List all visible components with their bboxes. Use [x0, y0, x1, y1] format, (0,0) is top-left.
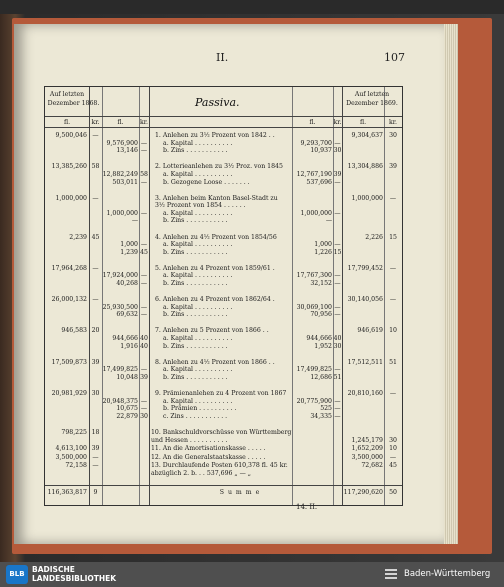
curr-sub-amount: 30,069,100 — [296, 303, 332, 311]
entry-line: 11. An die Amortisationskasse . . . . . — [151, 445, 266, 453]
prev-sub-kreuzer: — — [140, 178, 148, 186]
entry-line: a. Kapital . . . . . . . . . . — [163, 139, 233, 147]
unit-kr: kr. — [389, 119, 397, 126]
left-head-line2: Dezember 1868. — [47, 100, 100, 107]
unit-kr: kr. — [140, 119, 148, 126]
unit-kr: kr. — [91, 119, 100, 126]
curr-sub-kreuzer: — — [334, 139, 341, 147]
entry-line: abzüglich 2. b. . . 537,696 „ — „ — [151, 469, 251, 477]
prev-sub-amount: 9,576,900 — [106, 139, 138, 147]
prev-sub-amount: 25,930,500 — [102, 303, 138, 311]
table-title: Passiva. — [195, 96, 240, 109]
unit-fl: fl. — [117, 119, 124, 126]
right-head-line2: Dezember 1869. — [346, 100, 398, 107]
entry-line: 3. Anlehen beim Kanton Basel-Stadt zu — [155, 194, 278, 202]
prev-sub-amount: 944,666 — [112, 335, 138, 342]
entry-line: 10. Bankschuldvorschüsse von Württemberg — [151, 428, 292, 436]
curr-sub-amount: 525 — [320, 405, 332, 413]
prev-sub-kreuzer: — — [140, 241, 148, 249]
curr-sub-kreuzer: — — [334, 412, 341, 420]
prev-sub-amount: 1,000,000 — [106, 209, 138, 217]
entry-line: c. Zins . . . . . . . . . . . — [163, 412, 228, 420]
prev-sub-amount: 1,239 — [120, 248, 138, 256]
curr-year-amount: 30,140,056 — [347, 296, 383, 304]
curr-year-kreuzer: 45 — [389, 461, 397, 469]
curr-year-amount: 1,245,179 — [351, 437, 383, 445]
curr-year-amount: 20,810,160 — [347, 390, 383, 397]
prev-sub-kreuzer: — — [140, 397, 148, 405]
section-numeral: II. — [216, 51, 229, 64]
curr-sub-kreuzer: 30 — [333, 342, 342, 350]
curr-sub-kreuzer: — — [334, 241, 341, 249]
entry-line: 13. Durchlaufende Posten 610,378 fl. 45 kr. — [151, 461, 288, 469]
curr-year-kreuzer: — — [389, 194, 397, 202]
prev-year-amount: 20,981,929 — [51, 390, 87, 397]
curr-sub-amount: 1,000 — [314, 241, 332, 249]
total-left-fl: 116,363,817 — [47, 489, 87, 496]
entry-line: a. Kapital . . . . . . . . . . — [163, 397, 233, 405]
curr-sub-amount: 17,767,300 — [296, 272, 332, 280]
entry-line: 8. Anlehen zu 4½ Prozent von 1866 . . — [155, 358, 275, 366]
prev-sub-amount: — — [131, 217, 138, 225]
entry-line: b. Zins . . . . . . . . . . . — [163, 248, 228, 256]
prev-year-amount: 13,385,260 — [51, 163, 87, 171]
header-rule — [45, 116, 402, 117]
curr-sub-amount: 1,000,000 — [300, 209, 332, 217]
curr-year-amount: 17,512,511 — [347, 358, 383, 366]
entry-line: b. Zins . . . . . . . . . . . — [163, 147, 228, 155]
curr-year-amount: 1,000,000 — [351, 194, 383, 202]
prev-year-amount: 4,613,100 — [55, 445, 87, 453]
page-number: 107 — [384, 51, 405, 64]
prev-year-kreuzer: — — [92, 194, 99, 202]
entry-line: 4. Anlehen zu 4½ Prozent von 1854/56 — [155, 233, 277, 241]
curr-sub-amount: 944,666 — [306, 335, 332, 342]
prev-year-amount: 17,509,873 — [51, 358, 87, 366]
curr-year-amount: 3,500,000 — [351, 453, 383, 461]
prev-sub-amount: 40,268 — [116, 280, 138, 287]
prev-sub-kreuzer: 58 — [140, 170, 148, 178]
prev-sub-kreuzer: — — [140, 209, 148, 217]
entry-line: b. Gezogene Loose . . . . . . . — [163, 178, 250, 186]
prev-sub-amount: 12,882,249 — [102, 170, 138, 178]
prev-year-amount: 17,964,268 — [51, 264, 87, 272]
unit-fl: fl. — [309, 119, 316, 126]
prev-sub-amount: 1,916 — [120, 342, 138, 350]
prev-year-kreuzer: 30 — [91, 390, 100, 397]
curr-year-amount: 2,226 — [365, 233, 383, 241]
passiva-table — [44, 86, 403, 506]
curr-year-kreuzer: — — [389, 264, 397, 272]
prev-year-kreuzer: 18 — [91, 428, 100, 436]
prev-year-kreuzer: — — [92, 461, 99, 469]
signature-mark: 14. II. — [296, 503, 318, 511]
curr-sub-amount: 20,775,900 — [296, 397, 332, 405]
prev-sub-kreuzer: — — [140, 280, 148, 287]
prev-sub-kreuzer: — — [140, 311, 148, 319]
curr-sub-kreuzer: 39 — [333, 170, 342, 178]
curr-year-kreuzer: — — [389, 390, 397, 397]
prev-year-kreuzer: 58 — [91, 163, 100, 171]
entry-line: a. Kapital . . . . . . . . . . — [163, 335, 233, 342]
total-right-kr: 50 — [389, 489, 397, 496]
state-lions-icon — [384, 567, 398, 582]
unit-kr: kr. — [333, 119, 342, 126]
curr-sub-kreuzer: — — [334, 209, 341, 217]
unit-fl: fl. — [63, 119, 71, 126]
entry-line: b. Zins . . . . . . . . . . . — [163, 280, 228, 287]
entry-line: 1. Anlehen zu 3½ Prozent von 1842 . . — [155, 132, 275, 139]
prev-sub-amount: 17,499,825 — [102, 366, 138, 374]
total-rule — [45, 485, 402, 486]
curr-year-kreuzer: 10 — [389, 445, 397, 453]
entry-line: 2. Lotterieanlehen zu 3½ Proz. von 1845 — [155, 163, 283, 171]
footer-bar — [0, 562, 504, 587]
curr-year-kreuzer: 10 — [389, 327, 397, 335]
curr-year-kreuzer: 30 — [389, 132, 397, 139]
prev-sub-amount: 13,146 — [116, 147, 138, 155]
curr-sub-kreuzer: — — [334, 178, 341, 186]
prev-year-kreuzer: — — [92, 296, 99, 304]
entry-line: a. Kapital . . . . . . . . . . — [163, 366, 233, 374]
curr-year-amount: 946,619 — [357, 327, 383, 335]
prev-year-amount: 798,225 — [61, 428, 87, 436]
entry-line: b. Zins . . . . . . . . . . . — [163, 373, 228, 381]
prev-year-amount: 1,000,000 — [55, 194, 87, 202]
library-name-line2: LANDESBIBLIOTHEK — [32, 574, 117, 583]
prev-sub-kreuzer: — — [140, 139, 148, 147]
library-name-line1: BADISCHE — [32, 565, 75, 574]
entry-line: b. Zins . . . . . . . . . . . — [163, 311, 228, 319]
blb-logo[interactable]: BLB — [6, 565, 28, 584]
curr-sub-kreuzer: 40 — [333, 335, 342, 342]
curr-sub-kreuzer: — — [334, 280, 341, 287]
curr-sub-kreuzer: — — [334, 397, 341, 405]
prev-sub-amount: 10,675 — [116, 405, 138, 413]
curr-year-kreuzer: 51 — [389, 358, 397, 366]
prev-sub-kreuzer: 39 — [140, 373, 148, 381]
prev-year-amount: 72,158 — [65, 461, 87, 469]
library-name[interactable] — [32, 565, 116, 583]
prev-sub-amount: 503,011 — [112, 178, 138, 186]
prev-year-amount: 3,500,000 — [55, 453, 87, 461]
prev-year-kreuzer: 45 — [91, 233, 100, 241]
curr-sub-amount: 537,696 — [306, 178, 332, 186]
prev-year-kreuzer: — — [92, 132, 99, 139]
prev-sub-amount: 1,000 — [120, 241, 138, 249]
entry-line: 7. Anlehen zu 5 Prozent von 1866 . . — [155, 327, 269, 335]
state-name[interactable]: Baden-Württemberg — [404, 569, 491, 579]
curr-year-kreuzer: 39 — [389, 163, 397, 171]
curr-sub-amount: 12,767,190 — [296, 170, 332, 178]
prev-year-kreuzer: 39 — [91, 358, 100, 366]
prev-sub-kreuzer: 40 — [140, 335, 148, 342]
entry-line: b. Zins . . . . . . . . . . . — [163, 342, 228, 350]
curr-year-kreuzer: — — [389, 453, 397, 461]
entry-line: 9. Prämienanlehen zu 4 Prozent von 1867 — [155, 390, 287, 397]
prev-year-amount: 26,000,132 — [51, 296, 87, 304]
curr-sub-kreuzer: 51 — [333, 373, 342, 381]
prev-sub-amount: 17,924,000 — [102, 272, 138, 280]
curr-sub-amount: 34,335 — [310, 412, 332, 420]
entry-line: b. Zins . . . . . . . . . . . — [163, 217, 228, 225]
prev-sub-amount: 10,048 — [116, 373, 138, 381]
prev-sub-amount: 69,632 — [116, 311, 138, 319]
entry-line: a. Kapital . . . . . . . . . . — [163, 241, 233, 249]
curr-sub-kreuzer: — — [334, 311, 341, 319]
curr-sub-amount: 12,686 — [310, 373, 332, 381]
curr-year-amount: 72,682 — [361, 461, 383, 469]
prev-year-amount: 2,239 — [69, 233, 87, 241]
unit-rule — [45, 127, 402, 128]
unit-fl: fl. — [359, 119, 367, 126]
curr-year-kreuzer: 15 — [389, 233, 397, 241]
entry-line: b. Prämien . . . . . . . . . . — [163, 405, 237, 413]
prev-sub-amount: 22,879 — [116, 412, 138, 420]
prev-sub-kreuzer: — — [140, 272, 148, 280]
entry-line: 3½ Prozent von 1854 . . . . . . — [155, 202, 246, 210]
curr-sub-amount: 1,226 — [314, 248, 332, 256]
entry-line: und Hessen . . . . . . . . . . — [151, 437, 228, 445]
prev-year-amount: 9,500,046 — [55, 132, 87, 139]
curr-sub-kreuzer: — — [334, 405, 341, 413]
page-edge — [444, 24, 458, 544]
col-divider — [149, 87, 150, 505]
prev-year-amount: 946,583 — [61, 327, 87, 335]
prev-sub-amount: 20,948,375 — [102, 397, 138, 405]
prev-year-kreuzer: 20 — [91, 327, 100, 335]
curr-year-kreuzer: 30 — [389, 437, 397, 445]
curr-sub-kreuzer: 30 — [333, 147, 342, 155]
entry-line: a. Kapital . . . . . . . . . . — [163, 209, 233, 217]
curr-sub-amount: 1,952 — [314, 342, 332, 350]
curr-year-kreuzer: — — [389, 296, 397, 304]
prev-year-kreuzer: — — [92, 453, 99, 461]
curr-sub-amount: 17,499,825 — [296, 366, 332, 374]
prev-sub-kreuzer: 30 — [140, 412, 148, 420]
entry-line: 12. An die Generalstaatskasse . . . . . — [151, 453, 266, 461]
prev-sub-kreuzer: — — [140, 147, 148, 155]
left-head-line1: Auf letzten — [49, 91, 85, 98]
entry-line: a. Kapital . . . . . . . . . . — [163, 170, 233, 178]
curr-year-amount: 1,652,209 — [351, 445, 383, 453]
prev-year-kreuzer: — — [92, 264, 99, 272]
curr-sub-amount: 32,152 — [310, 280, 332, 287]
prev-sub-kreuzer: — — [140, 303, 148, 311]
curr-sub-amount: 9,293,700 — [300, 139, 332, 147]
curr-sub-kreuzer: — — [334, 366, 341, 374]
entry-line: 6. Anlehen zu 4 Prozent von 1862/64 . — [155, 296, 275, 304]
right-head-line1: Auf letzten — [354, 91, 390, 98]
curr-sub-kreuzer: — — [334, 303, 341, 311]
total-right-fl: 117,290,620 — [343, 489, 383, 496]
curr-sub-kreuzer: 15 — [333, 248, 342, 256]
entry-line: a. Kapital . . . . . . . . . . — [163, 303, 233, 311]
curr-sub-amount: — — [325, 217, 332, 225]
prev-year-kreuzer: 39 — [91, 445, 100, 453]
curr-sub-kreuzer: — — [334, 272, 341, 280]
total-label: S u m m e — [219, 489, 261, 496]
curr-year-amount: 13,304,886 — [347, 163, 383, 171]
curr-sub-amount: 70,956 — [310, 311, 332, 319]
curr-year-amount: 9,304,637 — [351, 132, 383, 139]
entry-line: 5. Anlehen zu 4 Prozent von 1859/61 . — [155, 264, 275, 272]
prev-sub-kreuzer: — — [140, 405, 148, 413]
total-left-kr: 9 — [93, 489, 98, 496]
prev-sub-kreuzer: — — [140, 366, 148, 374]
prev-sub-kreuzer: 40 — [140, 342, 148, 350]
prev-sub-kreuzer: 45 — [140, 248, 148, 256]
curr-sub-amount: 10,937 — [310, 147, 332, 155]
entry-line: a. Kapital . . . . . . . . . . — [163, 272, 233, 280]
curr-year-amount: 17,799,452 — [347, 264, 383, 272]
